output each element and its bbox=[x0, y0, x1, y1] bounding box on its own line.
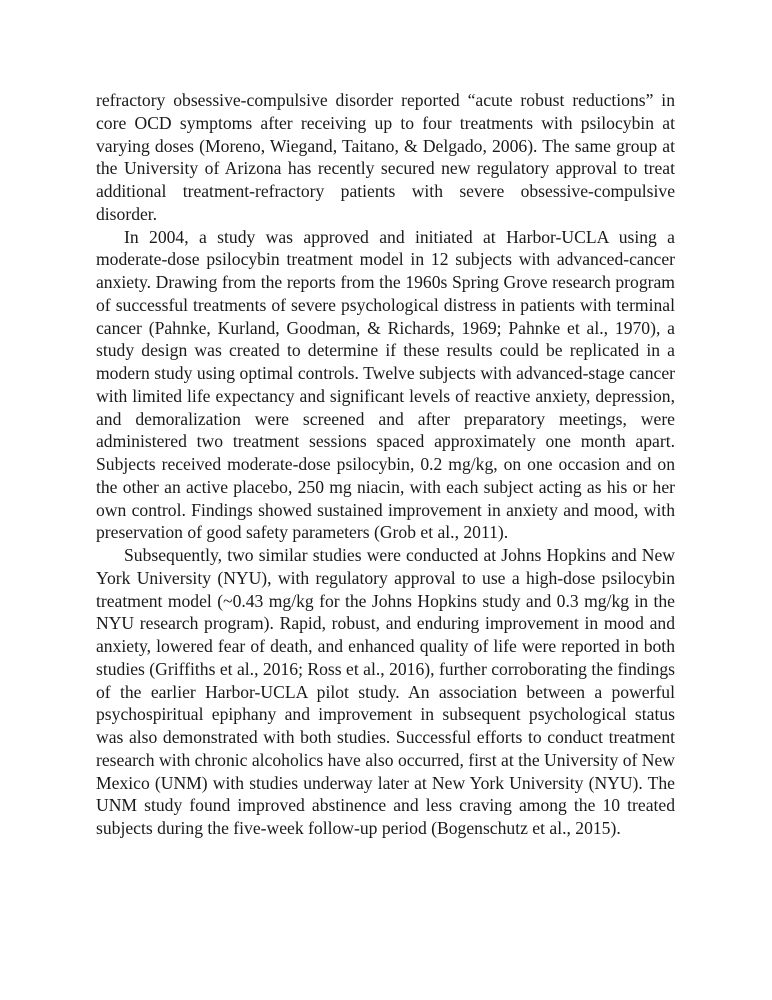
document-page bbox=[96, 89, 675, 840]
paragraph-ocd-study: refractory obsessive-compulsive disorder reported “acute robust reductions” in core OCD symptoms after receiving up to four treatments with psilocybin at varying doses (Moreno, Wiegand, Taitano, & Delgado, 2006). The same group at the University of Arizona has recently secured new regulatory approval to treat additional treatment-refractory patients with severe obsessive-compulsive disorder. bbox=[96, 90, 675, 224]
paragraph-harbor-ucla-study: In 2004, a study was approved and initiated at Harbor-UCLA using a moderate-dose psilocybin treatment model in 12 subjects with advanced-cancer anxiety. Drawing from the reports from the 1960s Spring Grove research program of successful treatments of severe psychological distress in patients with terminal cancer (Pahnke, Kurland, Goodman, & Richards, 1969; Pahnke et al., 1970), a study design was created to determine if these results could be replicated in a modern study using optimal controls. Twelve subjects with advanced-stage cancer with limited life expectancy and significant levels of reactive anxiety, depression, and demoralization were screened and after preparatory meetings, were administered two treatment sessions spaced approximately one month apart. Subjects received moderate-dose psilocybin, 0.2 mg/kg, on one occasion and on the other an active placebo, 250 mg niacin, with each subject acting as his or her own control. Findings showed sustained improvement in anxiety and mood, with preservation of good safety parameters (Grob et al., 2011). bbox=[96, 226, 675, 543]
paragraph-hopkins-nyu-studies: Subsequently, two similar studies were conducted at Johns Hopkins and New York University (NYU), with regulatory approval to use a high-dose psilocybin treatment model (~0.43 mg/kg for the Johns Hopkins study and 0.3 mg/kg in the NYU research program). Rapid, robust, and enduring improvement in mood and anxiety, lowered fear of death, and enhanced quality of life were reported in both studies (Griffiths et al., 2016; Ross et al., 2016), further corroborating the findings of the earlier Harbor-UCLA pilot study. An association between a powerful psychospiritual epiphany and improvement in subsequent psychological status was also demonstrated with both studies. Successful efforts to conduct treatment research with chronic alcoholics have also occurred, first at the University of New Mexico (UNM) with studies underway later at New York University (NYU). The UNM study found improved abstinence and less craving among the 10 treated subjects during the five-week follow-up period (Bogenschutz et al., 2015). bbox=[96, 545, 675, 838]
